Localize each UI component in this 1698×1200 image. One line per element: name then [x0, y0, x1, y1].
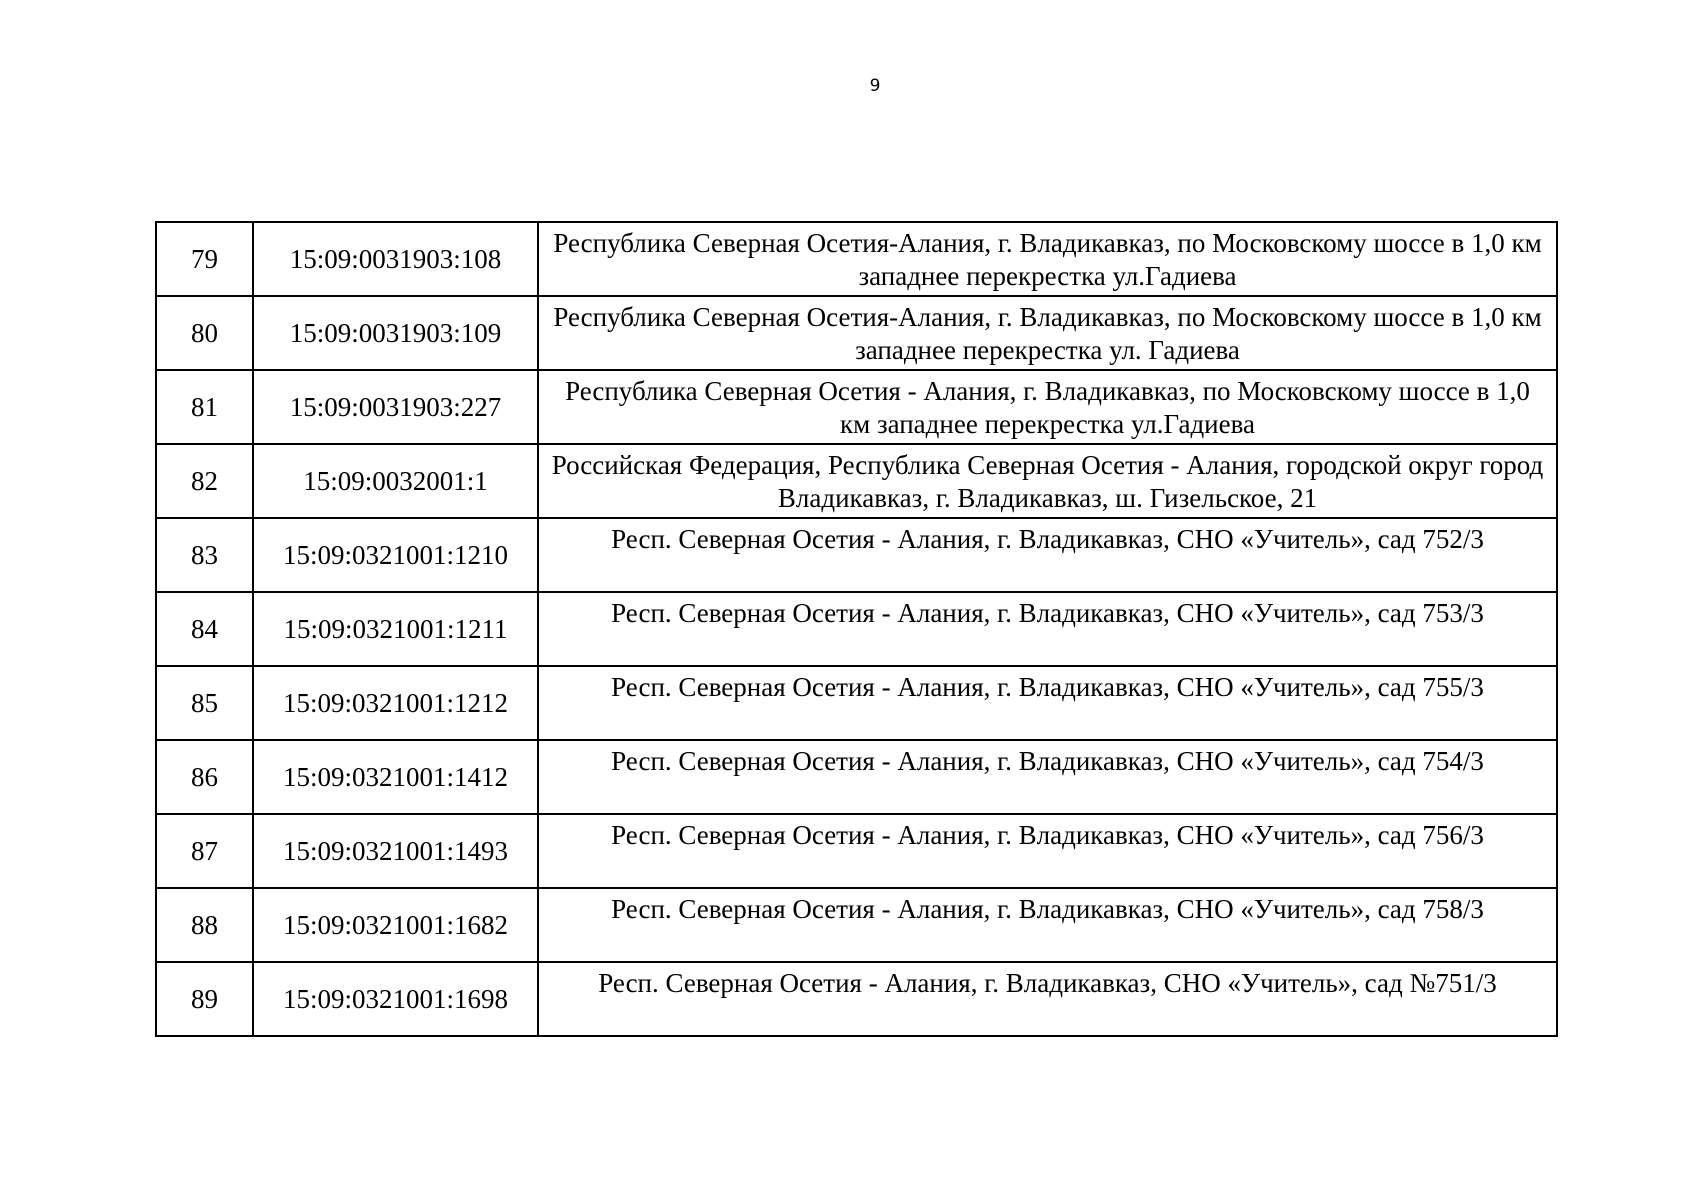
table-row — [156, 592, 1557, 666]
address-cell: Респ. Северная Осетия - Алания, г. Владикавказ, СНО «Учитель», сад 754/3 — [538, 740, 1557, 814]
address-cell: Российская Федерация, Республика Северная Осетия - Алания, городской округ город Владикавказ, г. Владикавказ, ш. Гизельское, 21 — [538, 444, 1557, 518]
address-cell: Республика Северная Осетия-Алания, г. Владикавказ, по Московскому шоссе в 1,0 км западнее перекрестка ул. Гадиева — [538, 296, 1557, 370]
row-number-cell: 88 — [156, 888, 253, 962]
cadastral-number-cell: 15:09:0032001:1 — [253, 444, 538, 518]
row-number-cell: 82 — [156, 444, 253, 518]
cadastral-number-cell: 15:09:0321001:1682 — [253, 888, 538, 962]
table-row — [156, 814, 1557, 888]
row-number-cell: 84 — [156, 592, 253, 666]
cadastral-number-cell: 15:09:0321001:1493 — [253, 814, 538, 888]
cadastral-number-cell: 15:09:0321001:1210 — [253, 518, 538, 592]
address-cell: Респ. Северная Осетия - Алания, г. Владикавказ, СНО «Учитель», сад №751/3 — [538, 962, 1557, 1036]
row-number-cell: 86 — [156, 740, 253, 814]
page-number: 9 — [869, 76, 881, 96]
table-row — [156, 666, 1557, 740]
cadastral-number-cell: 15:09:0321001:1412 — [253, 740, 538, 814]
cadastral-number-cell: 15:09:0321001:1212 — [253, 666, 538, 740]
address-cell: Респ. Северная Осетия - Алания, г. Владикавказ, СНО «Учитель», сад 752/3 — [538, 518, 1557, 592]
row-number-cell: 79 — [156, 222, 253, 296]
address-cell: Республика Северная Осетия-Алания, г. Владикавказ, по Московскому шоссе в 1,0 км западнее перекрестка ул.Гадиева — [538, 222, 1557, 296]
parcels-table — [155, 221, 1558, 1037]
table-row — [156, 370, 1557, 444]
row-number-cell: 81 — [156, 370, 253, 444]
row-number-cell: 89 — [156, 962, 253, 1036]
address-cell: Республика Северная Осетия - Алания, г. Владикавказ, по Московскому шоссе в 1,0 км западнее перекрестка ул.Гадиева — [538, 370, 1557, 444]
cadastral-number-cell: 15:09:0321001:1698 — [253, 962, 538, 1036]
parcels-table-body — [156, 222, 1557, 1036]
table-row — [156, 444, 1557, 518]
cadastral-number-cell: 15:09:0031903:108 — [253, 222, 538, 296]
cadastral-number-cell: 15:09:0321001:1211 — [253, 592, 538, 666]
address-cell: Респ. Северная Осетия - Алания, г. Владикавказ, СНО «Учитель», сад 756/3 — [538, 814, 1557, 888]
row-number-cell: 87 — [156, 814, 253, 888]
table-row — [156, 222, 1557, 296]
table-row — [156, 888, 1557, 962]
cadastral-number-cell: 15:09:0031903:109 — [253, 296, 538, 370]
table-row — [156, 296, 1557, 370]
address-cell: Респ. Северная Осетия - Алания, г. Владикавказ, СНО «Учитель», сад 758/3 — [538, 888, 1557, 962]
table-row — [156, 518, 1557, 592]
table-row — [156, 740, 1557, 814]
row-number-cell: 80 — [156, 296, 253, 370]
table-row — [156, 962, 1557, 1036]
address-cell: Респ. Северная Осетия - Алания, г. Владикавказ, СНО «Учитель», сад 753/3 — [538, 592, 1557, 666]
cadastral-number-cell: 15:09:0031903:227 — [253, 370, 538, 444]
address-cell: Респ. Северная Осетия - Алания, г. Владикавказ, СНО «Учитель», сад 755/3 — [538, 666, 1557, 740]
row-number-cell: 85 — [156, 666, 253, 740]
row-number-cell: 83 — [156, 518, 253, 592]
